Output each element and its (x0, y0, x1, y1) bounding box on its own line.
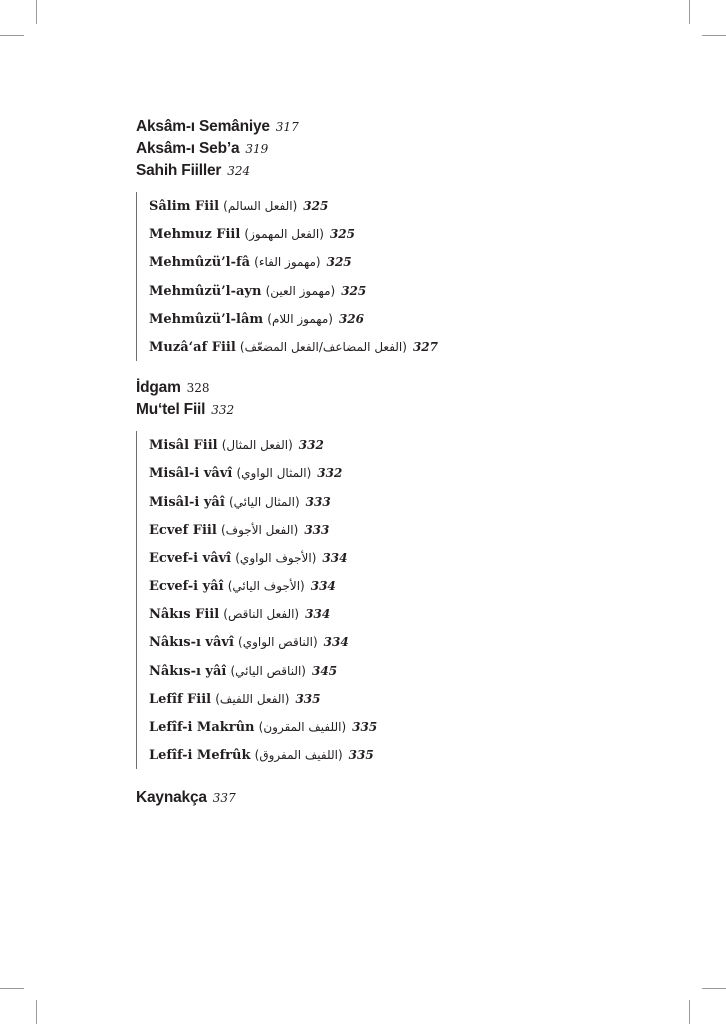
crop-mark (702, 988, 726, 989)
page-number: 345 (312, 663, 338, 678)
page-number: 326 (338, 311, 364, 326)
crop-mark (689, 1000, 690, 1024)
section-title: Aksâm-ı Semâniye (136, 118, 270, 135)
page-number: 324 (227, 164, 251, 178)
spacer (136, 361, 656, 377)
crop-mark (0, 988, 24, 989)
toc-section[interactable] (136, 399, 656, 421)
section-title: İdgam (136, 379, 181, 397)
toc-subsection[interactable] (149, 248, 656, 276)
page-number: 325 (326, 255, 352, 270)
page-number: 328 (186, 381, 210, 396)
toc-subsection[interactable] (149, 713, 656, 741)
arabic-term: (الفعل الأجوف) (220, 522, 299, 537)
arabic-term: (الفعل اللفيف) (215, 691, 290, 706)
arabic-term: (الفعل المثال) (221, 438, 293, 453)
toc-section[interactable] (136, 160, 656, 182)
toc-subsection[interactable] (149, 741, 656, 769)
arabic-term: (اللفيف المفروق) (254, 748, 343, 763)
page-number: 333 (304, 522, 330, 537)
subsection-title: Mehmûzü’l-fâ (149, 255, 251, 271)
subsection-title: Sâlim Fiil (149, 199, 220, 214)
toc-subsection[interactable] (149, 516, 656, 544)
toc-subsection[interactable] (149, 459, 656, 487)
subsection-title: Lefîf-i Makrûn (149, 720, 255, 735)
arabic-term: (الفعل المهموز) (244, 227, 324, 242)
page-number: 319 (245, 142, 269, 156)
subsection-title: Ecvef-i yâî (149, 579, 224, 595)
subsection-title: Mehmûzü’l-lâm (149, 311, 264, 327)
crop-mark (0, 35, 24, 36)
toc-subsection[interactable] (149, 277, 656, 305)
subsection-title: Mehmûzü’l-ayn (149, 283, 262, 299)
arabic-term: (الفعل المضاعف/الفعل المضعّف) (239, 339, 407, 354)
section-title: Aksâm-ı Seb’a (136, 140, 240, 157)
page-number: 325 (329, 227, 355, 242)
section-title: Mu‘tel Fiil (136, 401, 206, 419)
subsection-title: Ecvef Fiil (149, 522, 217, 538)
crop-mark (36, 0, 37, 24)
toc-subsection[interactable] (149, 488, 656, 516)
subsection-title: Lefîf-i Mefrûk (149, 748, 251, 764)
arabic-term: (مهموز اللام) (267, 311, 333, 326)
page-number: 337 (212, 791, 236, 806)
page-number: 317 (275, 120, 299, 134)
toc-subsection[interactable] (149, 220, 656, 248)
subsection-title: Misâl Fiil (149, 438, 218, 454)
subsection-title: Nâkıs-ı yâî (149, 663, 227, 679)
page-number: 327 (412, 339, 438, 354)
arabic-term: (اللفيف المقرون) (258, 720, 347, 734)
toc-section[interactable] (136, 138, 656, 160)
toc-section[interactable] (136, 116, 656, 138)
page-number: 332 (317, 466, 343, 481)
arabic-term: (المثال الواوي) (236, 466, 312, 481)
subsection-title: Lefîf Fiil (149, 691, 212, 707)
subsection-list-mutel (136, 431, 656, 769)
toc-section[interactable] (136, 787, 656, 809)
toc-subsection[interactable] (149, 544, 656, 572)
page-number: 334 (322, 550, 348, 565)
arabic-term: (مهموز العين) (265, 283, 336, 298)
crop-mark (689, 0, 690, 24)
table-of-contents (136, 116, 656, 809)
crop-mark (36, 1000, 37, 1024)
arabic-term: (مهموز الفاء) (254, 255, 321, 270)
subsection-title: Mehmuz Fiil (149, 227, 241, 243)
section-title: Kaynakça (136, 789, 207, 807)
subsection-list-sahih (136, 192, 656, 361)
toc-subsection[interactable] (149, 600, 656, 628)
crop-mark (702, 35, 726, 36)
arabic-term: (المثال اليائي) (228, 494, 300, 509)
toc-subsection[interactable] (149, 431, 656, 459)
page-number: 334 (305, 607, 331, 622)
page-number: 332 (211, 403, 235, 418)
arabic-term: (الناقص الواوي) (238, 635, 318, 650)
toc-subsection[interactable] (149, 572, 656, 600)
page-number: 335 (352, 720, 378, 734)
spacer (136, 769, 656, 787)
page-number: 325 (303, 199, 329, 213)
page-number: 335 (348, 748, 374, 763)
subsection-title: Misâl-i vâvî (149, 466, 233, 482)
page-number: 332 (298, 438, 324, 453)
toc-section[interactable] (136, 377, 656, 399)
arabic-term: (الأجوف اليائي) (227, 579, 305, 594)
subsection-title: Nâkıs-ı vâvî (149, 635, 234, 651)
toc-subsection[interactable] (149, 305, 656, 333)
arabic-term: (الأجوف الواوي) (235, 550, 317, 565)
section-title: Sahih Fiiller (136, 162, 222, 179)
page-number: 333 (305, 494, 331, 509)
toc-subsection[interactable] (149, 333, 656, 361)
toc-subsection[interactable] (149, 628, 656, 656)
page-number: 334 (323, 635, 349, 650)
arabic-term: (الناقص اليائي) (230, 663, 306, 678)
subsection-title: Muzâ‘af Fiil (149, 339, 236, 355)
arabic-term: (الفعل السالم) (223, 199, 298, 213)
subsection-title: Misâl-i yâî (149, 494, 225, 510)
page-number: 325 (341, 283, 367, 298)
page-number: 334 (310, 579, 336, 594)
page-number: 335 (295, 691, 321, 706)
toc-subsection[interactable] (149, 657, 656, 685)
arabic-term: (الفعل الناقص) (223, 607, 300, 622)
subsection-title: Ecvef-i vâvî (149, 550, 232, 566)
subsection-title: Nâkıs Fiil (149, 607, 220, 623)
toc-subsection[interactable] (149, 685, 656, 713)
toc-subsection[interactable] (149, 192, 656, 220)
